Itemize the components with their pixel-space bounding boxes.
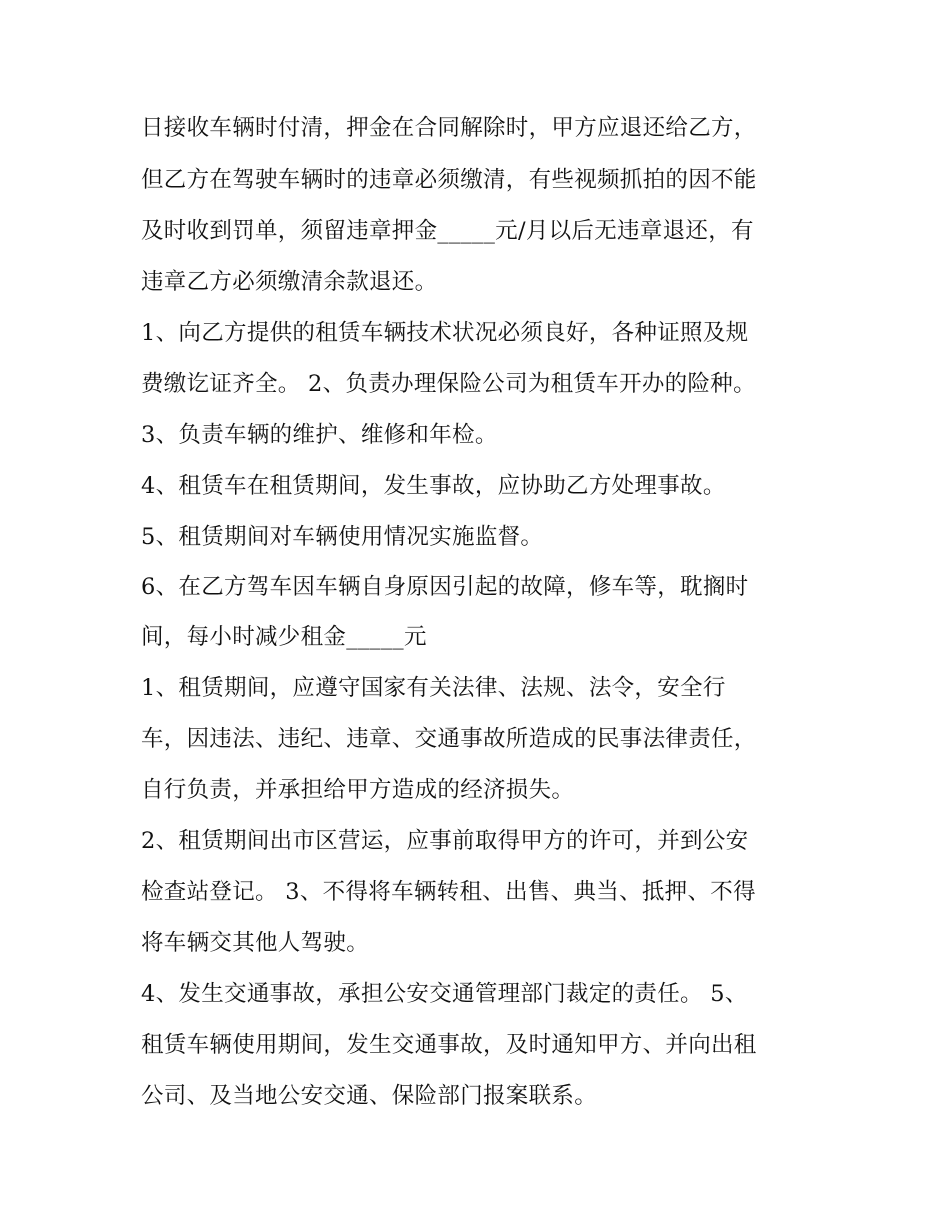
text-line: 自行负责，并承担给甲方造成的经济损失。: [141, 777, 575, 803]
text-line: 违章乙方必须缴清余款退还。: [141, 269, 438, 295]
text-line: 6、在乙方驾车因车辆自身原因引起的故障，修车等，耽搁时: [141, 574, 749, 600]
text-line: 将车辆交其他人驾驶。: [141, 930, 370, 956]
text-line: 4、租赁车在租赁期间，发生事故，应协助乙方处理事故。: [141, 473, 726, 499]
text-line: 车，因违法、违纪、违章、交通事故所造成的民事法律责任，: [141, 726, 757, 752]
text-line: 及时收到罚单，须留违章押金_____元/月以后无违章退还，有: [141, 218, 754, 244]
text-line: 间，每小时减少租金_____元: [141, 624, 427, 650]
text-line: 公司、及当地公安交通、保险部门报案联系。: [141, 1083, 598, 1109]
text-line: 4、发生交通事故，承担公安交通管理部门裁定的责任。 5、: [141, 981, 748, 1007]
text-line: 3、负责车辆的维护、维修和年检。: [141, 422, 498, 448]
text-line: 1、向乙方提供的租赁车辆技术状况必须良好，各种证照及规: [141, 320, 749, 346]
text-line: 租赁车辆使用期间，发生交通事故，及时通知甲方、并向出租: [141, 1032, 757, 1058]
text-line: 5、租赁期间对车辆使用情况实施监督。: [141, 524, 544, 550]
text-line: 日接收车辆时付清，押金在合同解除时，甲方应退还给乙方，: [141, 115, 757, 141]
text-line: 检查站登记。 3、不得将车辆转租、出售、典当、抵押、不得: [141, 879, 756, 905]
text-line: 2、租赁期间出市区营运，应事前取得甲方的许可，并到公安: [141, 828, 749, 854]
text-line: 费缴讫证齐全。 2、负责办理保险公司为租赁车开办的险种。: [141, 371, 756, 397]
text-line: 但乙方在驾驶车辆时的违章必须缴清，有些视频抓拍的因不能: [141, 167, 757, 193]
text-line: 1、租赁期间，应遵守国家有关法律、法规、法令，安全行: [141, 675, 726, 701]
